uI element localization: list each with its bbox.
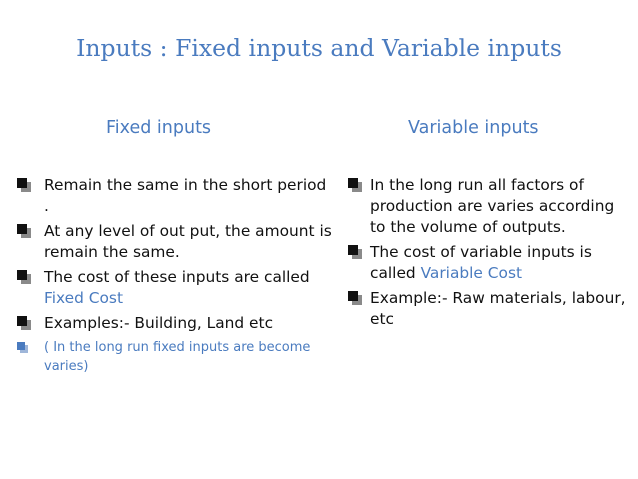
bullet-text: The cost of variable inputs is called <box>370 243 592 282</box>
square-bullet-icon <box>17 270 27 280</box>
bullet-text: In the long run all factors of production are varies according to the volume of outputs. <box>370 176 615 236</box>
list-item <box>348 288 633 330</box>
square-bullet-icon <box>348 291 358 301</box>
list-item <box>14 175 334 217</box>
variable-inputs-heading: Variable inputs <box>408 118 539 138</box>
square-bullet-icon <box>17 178 27 188</box>
fixed-inputs-list <box>14 175 334 380</box>
square-bullet-icon <box>348 178 358 188</box>
fixed-cost-highlight: Fixed Cost <box>44 289 123 307</box>
slide-title: Inputs : Fixed inputs and Variable inputs <box>76 34 562 62</box>
list-item <box>14 221 334 263</box>
list-item <box>14 313 334 334</box>
bullet-text: Example:- Raw materials, labour, etc <box>370 289 626 328</box>
variable-inputs-list <box>348 175 633 334</box>
list-item-note <box>14 338 334 376</box>
bullet-text: ( In the long run fixed inputs are become varies) <box>44 340 311 374</box>
variable-cost-highlight: Variable Cost <box>420 264 522 282</box>
bullet-text: At any level of out put, the amount is remain the same. <box>44 222 332 261</box>
square-bullet-icon <box>348 245 358 255</box>
bullet-text: Remain the same in the short period . <box>44 176 327 215</box>
square-bullet-icon <box>17 342 25 350</box>
bullet-text: The cost of these inputs are called <box>44 268 310 286</box>
fixed-inputs-heading: Fixed inputs <box>106 118 212 138</box>
square-bullet-icon <box>17 316 27 326</box>
list-item <box>348 175 633 238</box>
list-item <box>348 242 633 284</box>
square-bullet-icon <box>17 224 27 234</box>
list-item <box>14 267 334 309</box>
bullet-text: Examples:- Building, Land etc <box>44 314 274 332</box>
